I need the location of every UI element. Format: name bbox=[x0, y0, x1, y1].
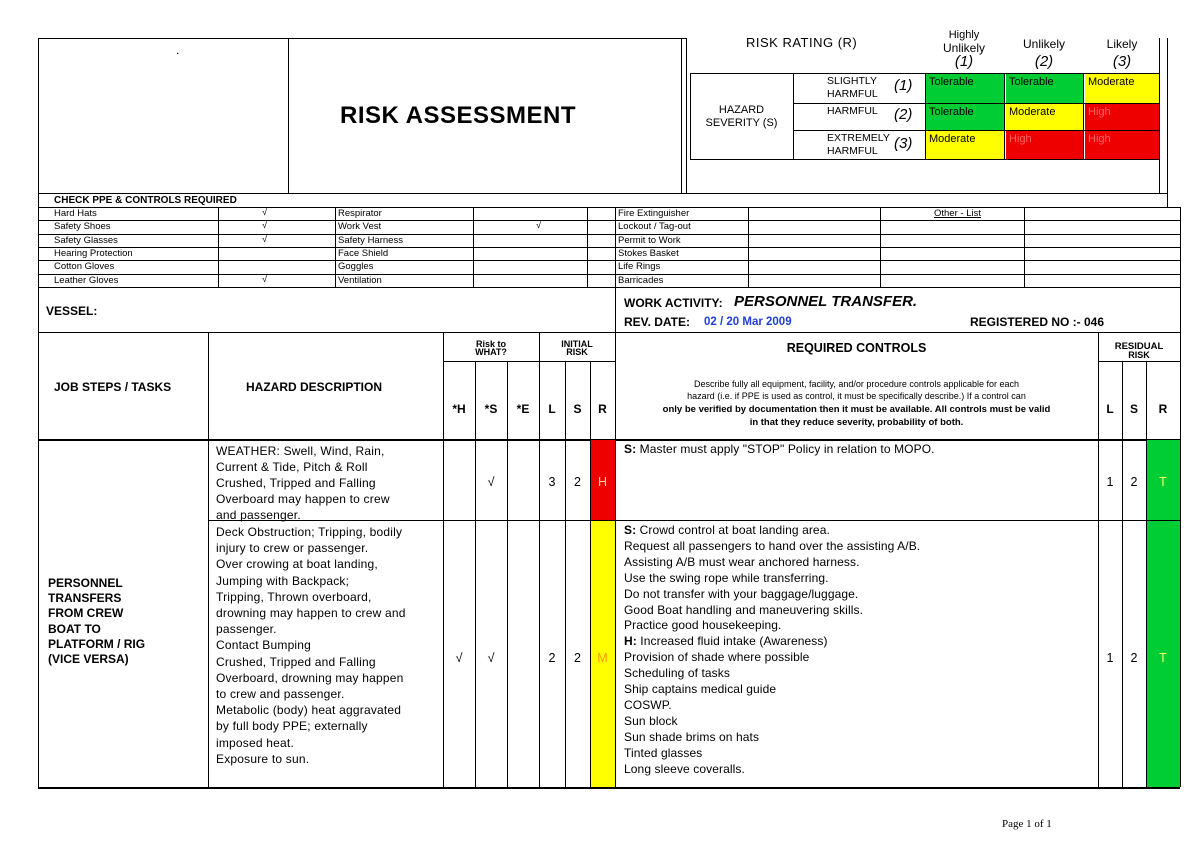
th-initial-1: INITIAL bbox=[561, 339, 593, 349]
risk-value-sv: 2 bbox=[574, 475, 581, 489]
severity-3-label-1: EXTREMELY bbox=[827, 132, 890, 144]
thead-mid-line-right bbox=[1098, 361, 1180, 362]
risk-value-s: √ bbox=[487, 475, 495, 489]
th-l: L bbox=[548, 402, 556, 416]
th-sv: S bbox=[573, 402, 582, 416]
ppe-row-line bbox=[38, 260, 1180, 261]
risk-matrix-cell: High bbox=[1085, 104, 1160, 130]
ppe-right-border bbox=[1180, 207, 1181, 287]
hazard-line: injury to crew or passenger. bbox=[216, 541, 369, 556]
ppe-check: √ bbox=[262, 220, 268, 231]
th-risk-to-2: WHAT? bbox=[475, 347, 507, 357]
matrix-left-line bbox=[690, 73, 691, 159]
risk-value-h: √ bbox=[455, 651, 463, 665]
control-line bbox=[624, 523, 920, 539]
th-risk-to-1: Risk to bbox=[475, 339, 506, 349]
ppe-item-label: Respirator bbox=[338, 208, 382, 219]
job-step-line: FROM CREW bbox=[48, 606, 124, 621]
control-line: Sun block bbox=[624, 713, 678, 728]
hazard-line: Crushed, Tripped and Falling bbox=[216, 654, 376, 669]
ppe-row-line bbox=[38, 247, 1180, 248]
control-prefix: S: bbox=[624, 442, 637, 456]
hazard-line: Overboard, drowning may happen bbox=[216, 670, 404, 685]
control-line: Tinted glasses bbox=[624, 745, 703, 760]
hazard-line: Tripping, Thrown overboard, bbox=[216, 589, 372, 604]
hazard-line: Metabolic (body) heat aggravated bbox=[216, 703, 402, 718]
col-line-s bbox=[475, 361, 476, 787]
hazard-line: passenger. bbox=[216, 622, 277, 637]
hazard-line: Crushed, Tripped and Falling bbox=[216, 476, 376, 490]
hazard-line: and passenger. bbox=[216, 508, 301, 522]
control-line: Use the swing rope while transferring. bbox=[624, 570, 829, 585]
hazard-description-cell bbox=[216, 443, 390, 523]
severity-3-label-2: HARMFUL bbox=[827, 145, 878, 157]
risk-matrix-cell: High bbox=[1085, 131, 1160, 159]
ppe-check: √ bbox=[536, 220, 542, 231]
ppe-title: CHECK PPE & CONTROLS REQUIRED bbox=[54, 195, 237, 206]
th-describe-4: in that they reduce severity, probability of both. bbox=[749, 417, 964, 428]
control-line bbox=[624, 442, 935, 457]
control-line bbox=[624, 634, 920, 650]
risk-value-rr: T bbox=[1159, 651, 1167, 665]
col-line-l bbox=[539, 332, 540, 787]
likelihood-1-label: Unlikely bbox=[942, 41, 985, 55]
registered-number: REGISTERED NO :- 046 bbox=[970, 315, 1105, 329]
severity-3-num: (3) bbox=[894, 135, 913, 152]
col-line-e bbox=[507, 361, 508, 787]
hazard-line: drowning may happen to crew and bbox=[216, 606, 406, 621]
rev-date-label: REV. DATE: bbox=[624, 315, 691, 329]
th-residual-2: RISK bbox=[1128, 350, 1150, 360]
col-line-rs bbox=[1122, 361, 1123, 787]
required-controls-cell bbox=[624, 523, 920, 778]
job-step-line: (VICE VERSA) bbox=[48, 652, 129, 667]
col-line-hazard bbox=[208, 332, 209, 787]
th-required-controls: REQUIRED CONTROLS bbox=[786, 341, 927, 355]
vessel-label: VESSEL: bbox=[46, 304, 98, 318]
likelihood-2-label: Unlikely bbox=[1022, 37, 1065, 51]
ppe-other-list: Other - List bbox=[934, 208, 981, 219]
risk-value-rs: 2 bbox=[1130, 475, 1138, 489]
control-line: Good Boat handling and maneuvering skills. bbox=[624, 602, 864, 617]
ppe-row-line bbox=[38, 274, 1180, 275]
header-divider bbox=[288, 38, 289, 193]
th-hazard-description: HAZARD DESCRIPTION bbox=[246, 380, 383, 394]
control-line: Ship captains medical guide bbox=[624, 682, 777, 697]
hazard-line: Contact Bumping bbox=[216, 638, 312, 653]
th-describe-1: Describe fully all equipment, facility, and/or procedure controls applicable for each bbox=[693, 379, 1019, 389]
header-dot: . bbox=[176, 43, 180, 57]
ppe-left-border bbox=[38, 193, 39, 287]
table-bottom-line bbox=[38, 787, 1180, 789]
ppe-item-label: Safety Harness bbox=[338, 235, 403, 246]
control-line: COSWP. bbox=[624, 697, 672, 712]
thead-top-line bbox=[38, 332, 1180, 333]
th-s: *S bbox=[484, 402, 498, 416]
matrix-bottom-line bbox=[690, 159, 1160, 160]
risk-matrix-cell: Tolerable bbox=[926, 104, 1005, 130]
risk-matrix-cell: Moderate bbox=[1006, 104, 1084, 130]
risk-value-sv: 2 bbox=[574, 651, 581, 665]
risk-value-l: 2 bbox=[548, 651, 556, 665]
job-step-cell bbox=[48, 576, 145, 667]
control-prefix: H: bbox=[624, 634, 637, 649]
matrix-left-border-outer bbox=[681, 38, 682, 193]
header-right-border bbox=[686, 38, 687, 193]
page-number: Page 1 of 1 bbox=[1002, 818, 1052, 830]
work-activity-value: PERSONNEL TRANSFER. bbox=[734, 293, 918, 310]
ppe-item-label: Cotton Gloves bbox=[54, 261, 115, 272]
page-title: RISK ASSESSMENT bbox=[340, 102, 576, 129]
control-prefix: S: bbox=[624, 523, 637, 537]
control-line: Provision of shade where possible bbox=[624, 650, 810, 665]
ppe-item-label: Safety Shoes bbox=[54, 221, 111, 232]
hazard-line: Jumping with Backpack; bbox=[216, 573, 350, 588]
work-activity-label: WORK ACTIVITY: bbox=[624, 296, 723, 310]
risk-matrix-cell: Moderate bbox=[1085, 74, 1160, 103]
th-rl: L bbox=[1106, 402, 1114, 416]
header-top-border bbox=[38, 38, 686, 39]
risk-matrix-cell: Tolerable bbox=[1006, 74, 1084, 103]
ppe-item-label: Safety Glasses bbox=[54, 235, 118, 246]
hazard-line: Exposure to sun. bbox=[216, 751, 310, 766]
table-left-border bbox=[38, 287, 39, 787]
severity-1-label-1: SLIGHTLY bbox=[827, 75, 877, 87]
risk-value-r: M bbox=[597, 651, 608, 665]
col-line-h bbox=[443, 332, 444, 787]
ppe-check: √ bbox=[262, 234, 268, 245]
ppe-check: √ bbox=[262, 274, 268, 285]
risk-value-rl: 1 bbox=[1106, 475, 1114, 489]
severity-2-num: (2) bbox=[894, 106, 913, 123]
hazard-line: to crew and passenger. bbox=[216, 687, 345, 702]
likelihood-2-num: (2) bbox=[1034, 53, 1054, 70]
job-step-line: BOAT TO bbox=[48, 621, 101, 636]
severity-2-label-1: HARMFUL bbox=[827, 105, 878, 117]
risk-matrix-cell: Moderate bbox=[926, 131, 1005, 159]
required-controls-cell bbox=[624, 442, 935, 457]
hazard-line: Deck Obstruction; Tripping, bodily bbox=[216, 525, 403, 539]
ppe-item-label: Work Vest bbox=[338, 221, 382, 232]
th-describe-3: only be verified by documentation then it must be available. All controls must be valid bbox=[662, 404, 1051, 415]
control-text: Increased fluid intake (Awareness) bbox=[636, 634, 828, 649]
likelihood-3-num: (3) bbox=[1112, 53, 1132, 70]
col-line-rl bbox=[1098, 332, 1099, 787]
risk-rating-title: RISK RATING (R) bbox=[746, 35, 858, 50]
risk-value-l: 3 bbox=[548, 475, 556, 489]
ppe-item-label: Ventilation bbox=[338, 275, 382, 286]
matrix-right-border bbox=[1167, 38, 1168, 208]
likelihood-3-label: Likely bbox=[1106, 37, 1138, 51]
th-h: *H bbox=[452, 402, 466, 416]
th-rr: R bbox=[1158, 402, 1168, 416]
ppe-item-label: Hearing Protection bbox=[54, 248, 133, 259]
ppe-row-line bbox=[38, 234, 1180, 235]
ppe-item-label: Hard Hats bbox=[54, 208, 97, 219]
hazard-line: imposed heat. bbox=[216, 735, 294, 750]
control-line: Request all passengers to hand over the assisting A/B. bbox=[624, 538, 921, 553]
control-text: Crowd control at boat landing area. bbox=[636, 523, 830, 537]
ppe-row-line bbox=[38, 220, 1180, 221]
ppe-item-label: Permit to Work bbox=[618, 235, 681, 246]
risk-value-rs: 2 bbox=[1130, 651, 1138, 665]
ppe-item-label: Barricades bbox=[618, 275, 664, 286]
risk-value-r: H bbox=[597, 475, 608, 489]
control-text: Master must apply "STOP" Policy in relation to MOPO. bbox=[636, 442, 935, 456]
ppe-title-right bbox=[1167, 193, 1168, 207]
likelihood-1-num: (1) bbox=[954, 53, 974, 70]
ppe-item-label: Face Shield bbox=[338, 248, 389, 259]
severity-title-2: SEVERITY (S) bbox=[705, 117, 778, 129]
hazard-line: by full body PPE; externally bbox=[216, 719, 368, 734]
risk-value-s: √ bbox=[487, 651, 495, 665]
info-right-border bbox=[1180, 287, 1181, 332]
ppe-item-label: Stokes Basket bbox=[618, 248, 679, 259]
th-rs: S bbox=[1129, 402, 1138, 416]
col-line-sv bbox=[565, 361, 566, 787]
header-left-border bbox=[38, 38, 39, 193]
th-e: *E bbox=[516, 402, 530, 416]
severity-1-label-2: HARMFUL bbox=[827, 88, 878, 100]
ppe-item-label: Lockout / Tag-out bbox=[618, 221, 691, 232]
rev-date-value: 02 / 20 Mar 2009 bbox=[704, 316, 792, 328]
ppe-item-label: Goggles bbox=[338, 261, 374, 272]
ppe-check: √ bbox=[262, 207, 268, 218]
hazard-line: Current & Tide, Pitch & Roll bbox=[216, 460, 368, 474]
ppe-title-line bbox=[38, 207, 1180, 208]
matrix-severity-divider bbox=[793, 73, 794, 159]
table-right-border bbox=[1180, 332, 1181, 787]
control-line: Practice good housekeeping. bbox=[624, 618, 782, 633]
control-line: Scheduling of tasks bbox=[624, 666, 730, 681]
job-step-line: TRANSFERS bbox=[48, 591, 122, 606]
info-divider bbox=[615, 287, 616, 332]
job-step-line: PLATFORM / RIG bbox=[48, 636, 146, 651]
hazard-line: WEATHER: Swell, Wind, Rain, bbox=[216, 444, 385, 458]
th-initial-2: RISK bbox=[566, 347, 588, 357]
control-line: Long sleeve coveralls. bbox=[624, 761, 745, 776]
severity-1-num: (1) bbox=[894, 77, 913, 94]
ppe-item-label: Leather Gloves bbox=[54, 275, 119, 286]
control-line: Sun shade brims on hats bbox=[624, 729, 760, 744]
risk-matrix-cell: Tolerable bbox=[926, 74, 1005, 103]
control-line: Do not transfer with your baggage/luggage. bbox=[624, 586, 859, 601]
severity-title-1: HAZARD bbox=[718, 104, 765, 116]
risk-value-rr: T bbox=[1159, 475, 1167, 489]
th-job-steps: JOB STEPS / TASKS bbox=[54, 380, 172, 394]
risk-value-rl: 1 bbox=[1106, 651, 1114, 665]
likelihood-1-label-top: Highly bbox=[948, 29, 980, 41]
th-r: R bbox=[598, 402, 607, 416]
hazard-description-cell bbox=[216, 524, 406, 767]
ppe-item-label: Life Rings bbox=[618, 261, 661, 272]
hazard-line: Overboard may happen to crew bbox=[216, 492, 390, 506]
ppe-top-line bbox=[38, 193, 1167, 194]
ppe-item-label: Fire Extinguisher bbox=[618, 208, 690, 219]
hazard-line: Over crowing at boat landing, bbox=[216, 557, 378, 572]
risk-matrix-cell: High bbox=[1006, 131, 1084, 159]
info-top-line bbox=[38, 287, 1180, 288]
th-residual-1: RESIDUAL bbox=[1114, 341, 1164, 352]
th-describe-2: hazard (i.e. if PPE is used as control, it must be specifically describe.) If a control can bbox=[687, 391, 1026, 401]
control-line: Assisting A/B must wear anchored harness. bbox=[624, 554, 860, 569]
job-step-line: PERSONNEL bbox=[48, 576, 123, 590]
